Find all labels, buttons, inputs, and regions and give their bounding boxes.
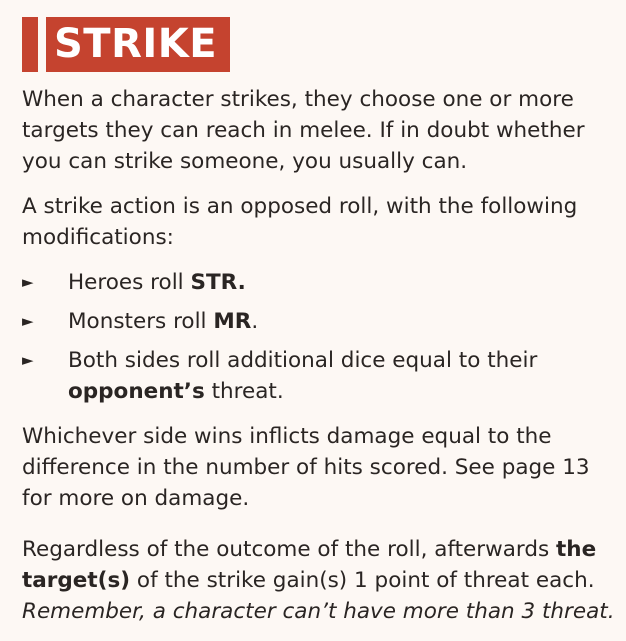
list-item-both-sides (22, 345, 618, 407)
rules-body (22, 84, 618, 641)
modification-list (22, 267, 618, 407)
list-item-text: Monsters roll MR. (68, 309, 259, 334)
bullet-arrow-icon: ► (22, 273, 34, 291)
heading-accent-bar (22, 17, 38, 72)
bullet-arrow-icon: ► (22, 312, 34, 330)
bullet-arrow-icon: ► (22, 351, 34, 369)
list-item-monsters (22, 306, 618, 337)
heading-title: STRIKE (46, 17, 230, 72)
strike-roll-paragraph: A strike action is an opposed roll, with the following modifications: (22, 194, 578, 250)
threat-paragraph: Regardless of the outcome of the roll, afterwards the target(s) of the strike gain(s) 1 point of threat each. Remember, a character can’t have more than 3 threat. (22, 537, 615, 624)
intro-paragraph: When a character strikes, they choose one or more targets they can reach in melee. If in doubt whether you can strike someone, you usually can. (22, 87, 585, 174)
list-item-text: Heroes roll STR. (68, 270, 246, 295)
list-item-heroes (22, 267, 618, 298)
list-item-text: Both sides roll additional dice equal to their opponent’s threat. (68, 348, 538, 404)
section-heading (22, 17, 230, 72)
target-emphasis: the target(s) (22, 537, 597, 593)
damage-paragraph: Whichever side wins inflicts damage equal to the difference in the number of hits scored. See page 13 for more on damage. (22, 424, 590, 511)
threat-reminder: Remember, a character can’t have more than 3 threat. (22, 599, 615, 624)
